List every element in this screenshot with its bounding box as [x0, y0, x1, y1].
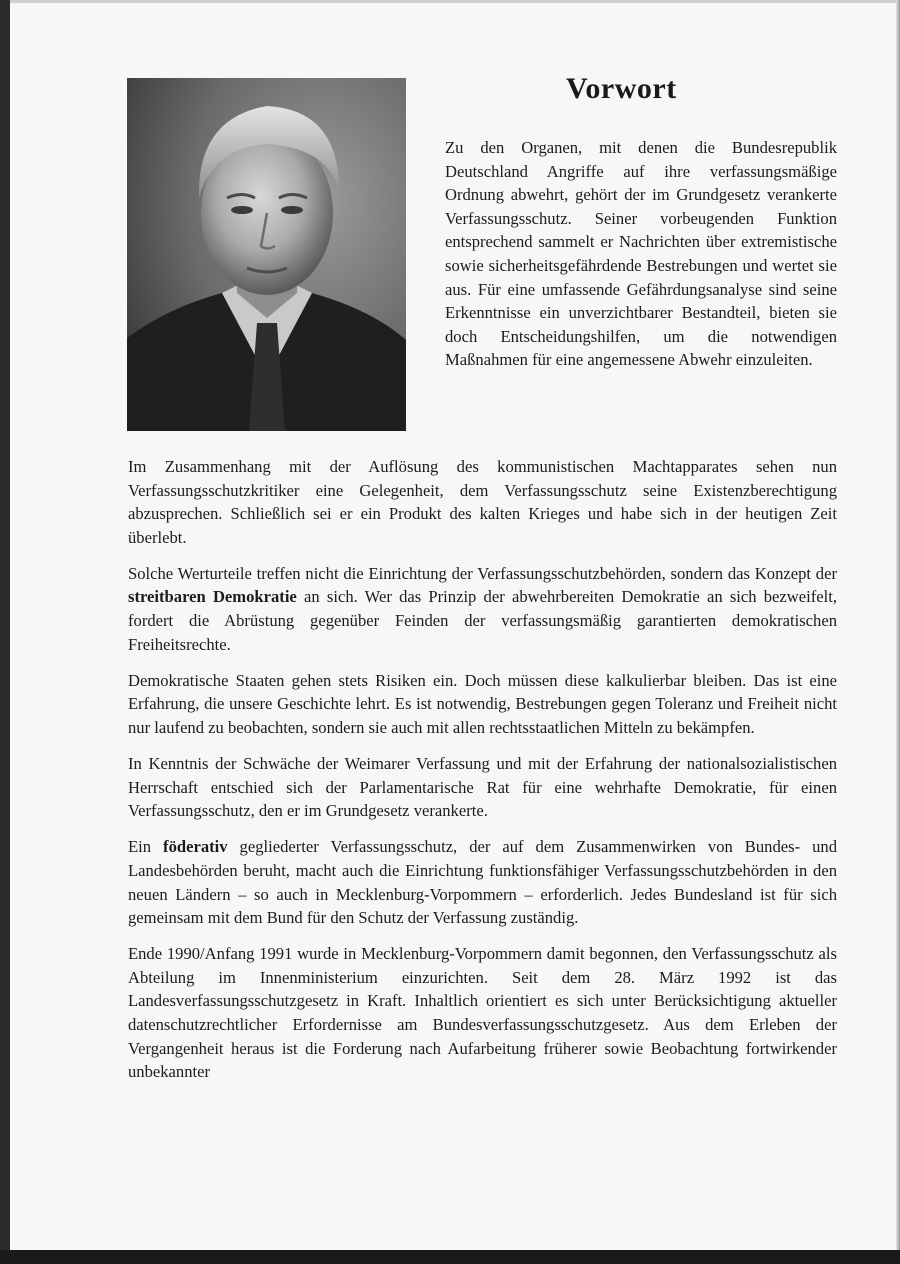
page-edge-left	[0, 0, 10, 1264]
page-edge-right	[896, 0, 900, 1264]
portrait-photo	[127, 78, 406, 431]
paragraph-2-text-a: Solche Werturteile treffen nicht die Einrichtung der Verfassungsschutzbehörden, sondern das Konzept der	[128, 563, 837, 583]
paragraph-5-text-a: Ein	[128, 837, 164, 857]
paragraph-2-bold: streitbaren Demokratie	[128, 587, 297, 607]
paragraph-6: Ende 1990/Anfang 1991 wurde in Mecklenburg-Vorpommern damit begonnen, den Verfassungsschutz als Abteilung im Innenministerium einzurichten. Seit dem 28. März 1992 ist das Landesverfassungsschutzgesetz in Kraft. Inhaltlich orientiert es sich unter Berücksichtigung aktueller datenschutzrechtlicher Erfordernisse am Bundesverfassungsschutzgesetz. Aus dem Erleben der Vergangenheit heraus ist die Forderung nach Aufarbeitung früherer sowie Beobachtung fortwirkender unbekannter	[128, 944, 837, 1082]
paragraph-1: Im Zusammenhang mit der Auflösung des kommunistischen Machtapparates sehen nun Verfassungsschutzkritiker eine Gelegenheit, dem Verfassungsschutz seine Existenzberechtigung abzusprechen. Schließlich sei er ein Produkt des kalten Krieges und habe sich in der heutigen Zeit überlebt.	[128, 457, 837, 547]
paragraph-5	[128, 835, 837, 929]
paragraph-2-text-b: an sich. Wer das Prinzip der abwehrbereiten Demokratie an sich bezweifelt, fordert die Abrüstung gegenüber Feinden der verfassungsmäßig garantierten demokratischen Freiheitsrechte.	[128, 587, 837, 654]
page-edge-top	[0, 0, 900, 3]
body-text	[128, 455, 837, 1084]
paragraph-5-bold: föderativ	[163, 837, 228, 857]
paragraph-2	[128, 562, 837, 656]
paragraph-3: Demokratische Staaten gehen stets Risiken ein. Doch müssen diese kalkulierbar bleiben. Das ist eine Erfahrung, die unsere Geschichte lehrt. Es ist notwendig, Bestrebungen gegen Toleranz und Freiheit nicht nur laufend zu beobachten, sondern sie auch mit allen rechtsstaatlichen Mitteln zu bekämpfen.	[128, 670, 837, 737]
intro-paragraph: Zu den Organen, mit denen die Bundesrepublik Deutschland Angriffe auf ihre verfassungsmäßige Ordnung abwehrt, gehört der im Grundgesetz verankerte Verfassungsschutz. Seiner vorbeugenden Funktion entsprechend sammelt er Nachrichten über extremistische sowie sicherheitsgefährdende Bestrebungen und wertet sie aus. Für eine umfassende Gefährdungsanalyse sind seine Erkenntnisse ein unverzichtbarer Bestandteil, bieten sie doch Entscheidungshilfen, um die notwendigen Maßnahmen für eine angemessene Abwehr einzuleiten.	[445, 138, 837, 370]
page-edge-bottom	[0, 1250, 900, 1264]
page-title: Vorwort	[566, 72, 677, 105]
paragraph-4: In Kenntnis der Schwäche der Weimarer Verfassung und mit der Erfahrung der nationalsozialistischen Herrschaft entschied sich der Parlamentarische Rat für eine wehrhafte Demokratie, für einen Verfassungsschutz, den er im Grundgesetz verankerte.	[128, 754, 837, 821]
paragraph-5-text-b: gegliederter Verfassungsschutz, der auf dem Zusammenwirken von Bundes- und Landesbehörden beruht, macht auch die Einrichtung funktionsfähiger Verfassungsschutzbehörden in den neuen Ländern – so auch in Mecklenburg-Vorpommern – erforderlich. Jedes Bundesland ist für sich gemeinsam mit dem Bund für den Schutz der Verfassung zuständig.	[128, 837, 837, 928]
portrait-image	[127, 78, 406, 431]
